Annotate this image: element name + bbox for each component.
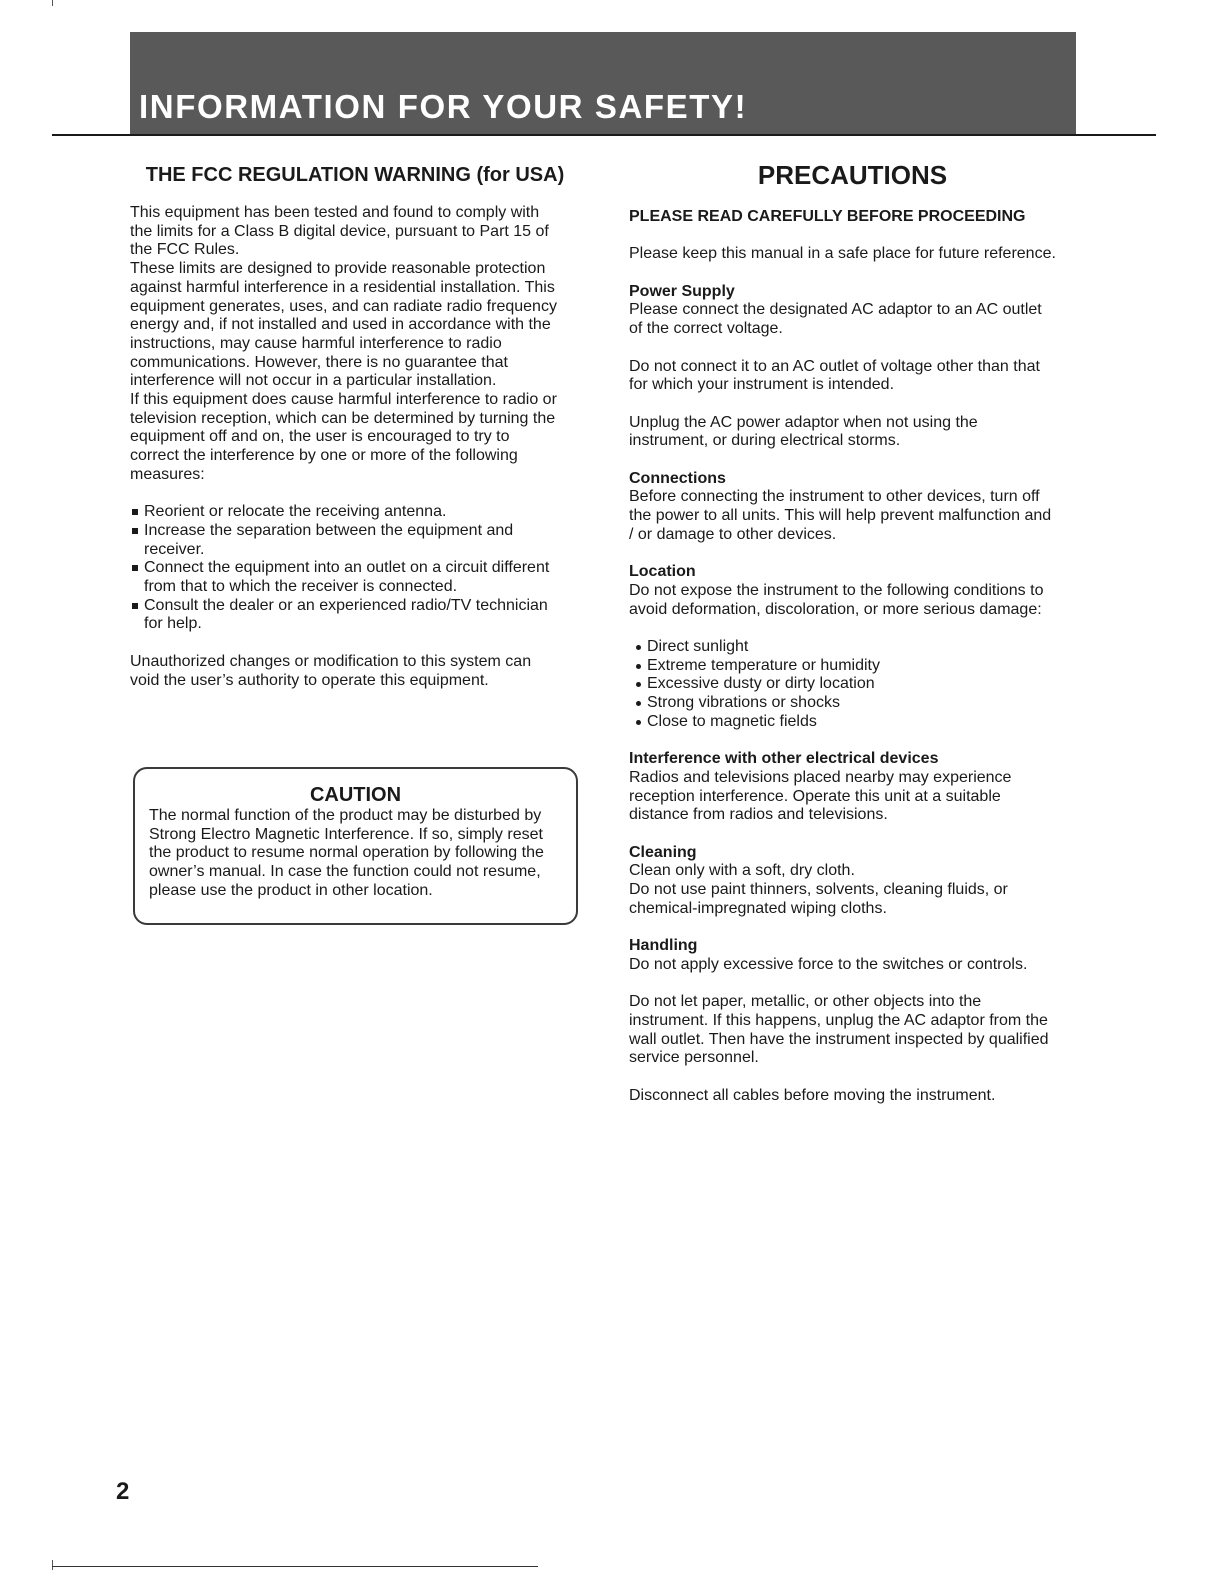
text-line: void the user’s authority to operate this equipment. (130, 671, 489, 689)
list-item-text: receiver. (144, 540, 205, 558)
list-item-text: Direct sunlight (647, 638, 749, 656)
crop-mark-top-left (52, 0, 53, 6)
list-item (130, 522, 580, 559)
square-bullet-icon (132, 565, 138, 571)
list-item-text: from that to which the receiver is connected. (144, 578, 458, 596)
list-item-text: Consult the dealer or an experienced radio/TV technician (144, 596, 548, 614)
text-line: equipment off and on, the user is encouraged to try to (130, 428, 510, 446)
text-line: Please connect the designated AC adaptor to an AC outlet (629, 301, 1042, 319)
handling-text (629, 993, 1079, 1068)
text-line: If this equipment does cause harmful interference to radio or (130, 391, 557, 409)
fcc-measures-list (130, 503, 580, 634)
text-line: Do not expose the instrument to the following conditions to (629, 581, 1044, 599)
caution-title: CAUTION (309, 784, 402, 806)
caution-box (133, 767, 578, 925)
text-line: instrument. If this happens, unplug the AC adaptor from the (629, 1012, 1048, 1030)
text-line: Do not let paper, metallic, or other objects into the (629, 993, 982, 1011)
list-item (130, 597, 580, 634)
power-supply-text (629, 301, 1079, 338)
fcc-body (130, 204, 580, 485)
text-line: instrument, or during electrical storms. (629, 432, 901, 450)
spacer (629, 227, 1079, 246)
text-line: the product to resume normal operation by following the (149, 844, 544, 862)
interference-heading: Interference with other electrical devices (629, 750, 939, 768)
text-line: Do not apply excessive force to the switches or controls. (629, 955, 1028, 973)
square-bullet-icon (132, 509, 138, 515)
text-line: The normal function of the product may be disturbed by (149, 807, 542, 824)
list-item-text: Extreme temperature or humidity (647, 656, 880, 674)
bottom-rule (52, 1566, 538, 1567)
fcc-column (130, 160, 580, 690)
text-line: measures: (130, 465, 205, 483)
precautions-column (629, 160, 1079, 1106)
text-line: the FCC Rules. (130, 241, 240, 259)
text-line: the limits for a Class B digital device, pursuant to Part 15 of (130, 222, 549, 240)
text-line: distance from radios and televisions. (629, 806, 888, 824)
text-line: This equipment has been tested and found to comply with (130, 204, 540, 221)
text-line: service personnel. (629, 1049, 759, 1067)
text-line: owner’s manual. In case the function could not resume, (149, 863, 541, 881)
page-number: 2 (116, 1478, 130, 1505)
spacer (629, 975, 1079, 994)
bullet-dot-icon (636, 664, 641, 669)
cleaning-heading: Cleaning (629, 843, 697, 861)
text-line: energy and, if not installed and used in accordance with the (130, 316, 551, 334)
cleaning-text (629, 862, 1079, 918)
text-line: correct the interference by one or more of the following (130, 447, 518, 465)
power-supply-text (629, 358, 1079, 395)
text-line: Do not use paint thinners, solvents, cleaning fluids, or (629, 881, 1008, 899)
square-bullet-icon (132, 603, 138, 609)
text-line: communications. However, there is no guarantee that (130, 353, 508, 371)
text-line: Clean only with a soft, dry cloth. (629, 862, 855, 880)
text-line: equipment generates, uses, and can radiate radio frequency (130, 297, 557, 315)
fcc-heading: THE FCC REGULATION WARNING (for USA) (145, 164, 565, 186)
list-item-text: Strong vibrations or shocks (647, 694, 840, 712)
spacer (629, 732, 1079, 751)
handling-text (629, 1087, 1079, 1106)
list-item (635, 657, 1079, 676)
list-item-text: Increase the separation between the equipment and (144, 521, 514, 539)
location-heading: Location (629, 563, 696, 581)
text-line: interference will not occur in a particular installation. (130, 372, 497, 390)
list-item-text: Close to magnetic fields (647, 712, 817, 730)
text-line: Unauthorized changes or modification to this system can (130, 652, 532, 670)
text-line: Strong Electro Magnetic Interference. If so, simply reset (149, 825, 543, 843)
spacer (629, 395, 1079, 414)
text-line: instructions, may cause harmful interference to radio (130, 334, 502, 352)
read-carefully-notice: PLEASE READ CAREFULLY BEFORE PROCEEDING (629, 208, 1026, 225)
text-line: Unplug the AC power adaptor when not using the (629, 413, 978, 431)
text-line: chemical-impregnated wiping cloths. (629, 899, 887, 917)
header-rule (52, 134, 1156, 136)
spacer (629, 545, 1079, 564)
caution-body (149, 807, 544, 901)
text-line: reception interference. Operate this unit at a suitable (629, 787, 1001, 805)
list-item (130, 503, 580, 522)
list-item (130, 559, 580, 596)
text-line: Do not connect it to an AC outlet of voltage other than that (629, 357, 1040, 375)
list-item (635, 638, 1079, 657)
list-item (635, 694, 1079, 713)
spacer (629, 264, 1079, 283)
bullet-dot-icon (636, 701, 641, 706)
text-line: of the correct voltage. (629, 320, 783, 338)
keep-manual-text: Please keep this manual in a safe place for future reference. (629, 245, 1056, 263)
spacer (629, 339, 1079, 358)
fcc-closing (130, 653, 580, 690)
crop-mark-bottom-left (52, 1560, 53, 1570)
text-line: These limits are designed to provide reasonable protection (130, 260, 546, 278)
text-line: / or damage to other devices. (629, 525, 837, 543)
bullet-dot-icon (636, 682, 641, 687)
list-item (635, 713, 1079, 732)
page-title: INFORMATION FOR YOUR SAFETY! (139, 88, 748, 125)
connections-heading: Connections (629, 469, 726, 487)
spacer (629, 919, 1079, 938)
interference-text (629, 769, 1079, 825)
text-line: Before connecting the instrument to other devices, turn off (629, 488, 1040, 506)
list-item-text: Reorient or relocate the receiving antenna. (144, 503, 447, 521)
spacer (130, 485, 580, 504)
text-line: against harmful interference in a residential installation. This (130, 278, 555, 296)
location-conditions-list (629, 638, 1079, 732)
power-supply-text (629, 414, 1079, 451)
spacer (629, 825, 1079, 844)
spacer (629, 451, 1079, 470)
text-line: avoid deformation, discoloration, or more serious damage: (629, 600, 1042, 618)
spacer (130, 634, 580, 653)
handling-heading: Handling (629, 937, 698, 955)
list-item (635, 675, 1079, 694)
connections-text (629, 488, 1079, 544)
bullet-dot-icon (636, 720, 641, 725)
text-line: the power to all units. This will help prevent malfunction and (629, 507, 1052, 525)
power-supply-heading: Power Supply (629, 282, 735, 300)
list-item-text: Connect the equipment into an outlet on a circuit different (144, 559, 550, 577)
text-line: wall outlet. Then have the instrument inspected by qualified (629, 1030, 1049, 1048)
text-line: television reception, which can be determined by turning the (130, 409, 556, 427)
text-line: Radios and televisions placed nearby may experience (629, 768, 1012, 786)
list-item-text: Excessive dusty or dirty location (647, 675, 875, 693)
handling-text (629, 956, 1079, 975)
bullet-dot-icon (636, 645, 641, 650)
spacer (629, 619, 1079, 638)
text-line: please use the product in other location. (149, 881, 433, 899)
square-bullet-icon (132, 528, 138, 534)
precautions-heading: PRECAUTIONS (757, 160, 948, 190)
spacer (629, 1068, 1079, 1087)
location-text (629, 582, 1079, 619)
text-line: Disconnect all cables before moving the instrument. (629, 1086, 996, 1104)
list-item-text: for help. (144, 615, 202, 633)
text-line: for which your instrument is intended. (629, 376, 895, 394)
